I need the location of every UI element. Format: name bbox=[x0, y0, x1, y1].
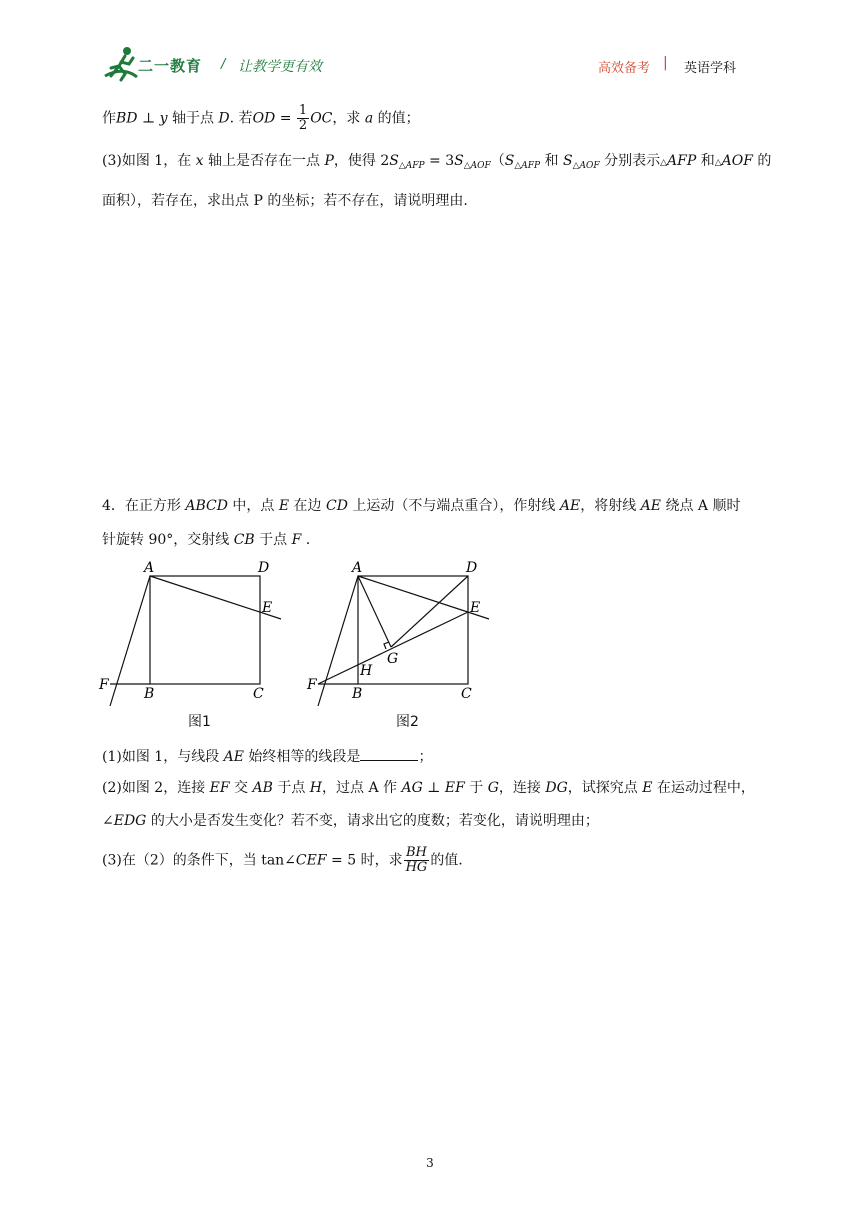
page-number: 3 bbox=[426, 1156, 434, 1170]
figure-1 bbox=[92, 560, 292, 710]
label-b: B bbox=[352, 686, 363, 702]
question-4-line-1: 4．在正方形 ABCD 中，点 E 在边 CD 上运动（不与端点重合），作射线 AE，将射线 AE 绕点 A 顺时 bbox=[102, 498, 741, 514]
label-a: A bbox=[144, 560, 155, 576]
label-f: F bbox=[307, 677, 317, 693]
label-f: F bbox=[99, 677, 109, 693]
header-subject: 英语学科 bbox=[684, 61, 737, 76]
square-abcd bbox=[358, 576, 468, 684]
segment-fe bbox=[318, 612, 468, 684]
label-d: D bbox=[466, 560, 478, 576]
right-angle-mark bbox=[384, 642, 389, 649]
header-slash: / bbox=[221, 57, 226, 72]
label-d: D bbox=[258, 560, 270, 576]
page-header bbox=[0, 0, 860, 90]
figure-1-caption: 图1 bbox=[188, 714, 211, 730]
label-e: E bbox=[470, 600, 481, 616]
question-4-line-2: 针旋转 90°，交射线 CB 于点 F . bbox=[102, 532, 311, 548]
part-3-line: (3)在（2）的条件下，当 tan∠CEF = 5 时，求 $\frac{BH}{HG}$ 的值. bbox=[102, 845, 463, 875]
part-2-line-2: ∠EDG 的大小是否发生变化？若不变，请求出它的度数；若变化，请说明理由； bbox=[102, 813, 599, 829]
figure-2 bbox=[300, 560, 500, 710]
text-line-2: (3)如图 1，在 x 轴上是否存在一点 P，使得 $2S_{\triangle AFP} = 3S_{\triangle AOF}(S_{\triangle AFP}$ 和 $S_{\triangle AOF}$ 分别表示△AFP 和△AOF 的 bbox=[102, 153, 772, 171]
figure-2-caption: 图2 bbox=[396, 714, 419, 730]
answer-blank bbox=[360, 746, 418, 761]
fraction-bh-hg: $\frac{BH}{HG}$ bbox=[405, 845, 428, 875]
text-line-3: 面积），若存在，求出点 P 的坐标；若不存在，请说明理由. bbox=[102, 193, 468, 209]
header-tagline: 高效备考 bbox=[598, 61, 651, 76]
label-a: A bbox=[352, 560, 363, 576]
label-c: C bbox=[461, 686, 472, 702]
label-c: C bbox=[253, 686, 264, 702]
part-1-line: (1)如图 1，与线段 AE 始终相等的线段是 ； bbox=[102, 746, 432, 767]
header-separator: | bbox=[663, 55, 668, 71]
label-b: B bbox=[144, 686, 155, 702]
segment-ag bbox=[358, 576, 391, 647]
header-slogan: 让教学更有效 bbox=[238, 59, 322, 75]
logo-text: 二一教育 bbox=[138, 57, 203, 75]
square-abcd bbox=[150, 576, 260, 684]
fraction-one-half: $\frac{1}{2}$ bbox=[298, 103, 308, 133]
text-line-1: 作BD ⊥ y 轴于点 D. 若OD = $\frac{1}{2}$ OC，求 a 的值； bbox=[102, 103, 420, 133]
label-e: E bbox=[262, 600, 273, 616]
part-2-line-1: (2)如图 2，连接 EF 交 AB 于点 H，过点 A 作 AG ⊥ EF 于 G，连接 DG，试探究点 E 在运动过程中， bbox=[102, 780, 755, 796]
segment-dg bbox=[391, 576, 468, 647]
label-g: G bbox=[387, 651, 399, 667]
label-h: H bbox=[360, 663, 373, 679]
